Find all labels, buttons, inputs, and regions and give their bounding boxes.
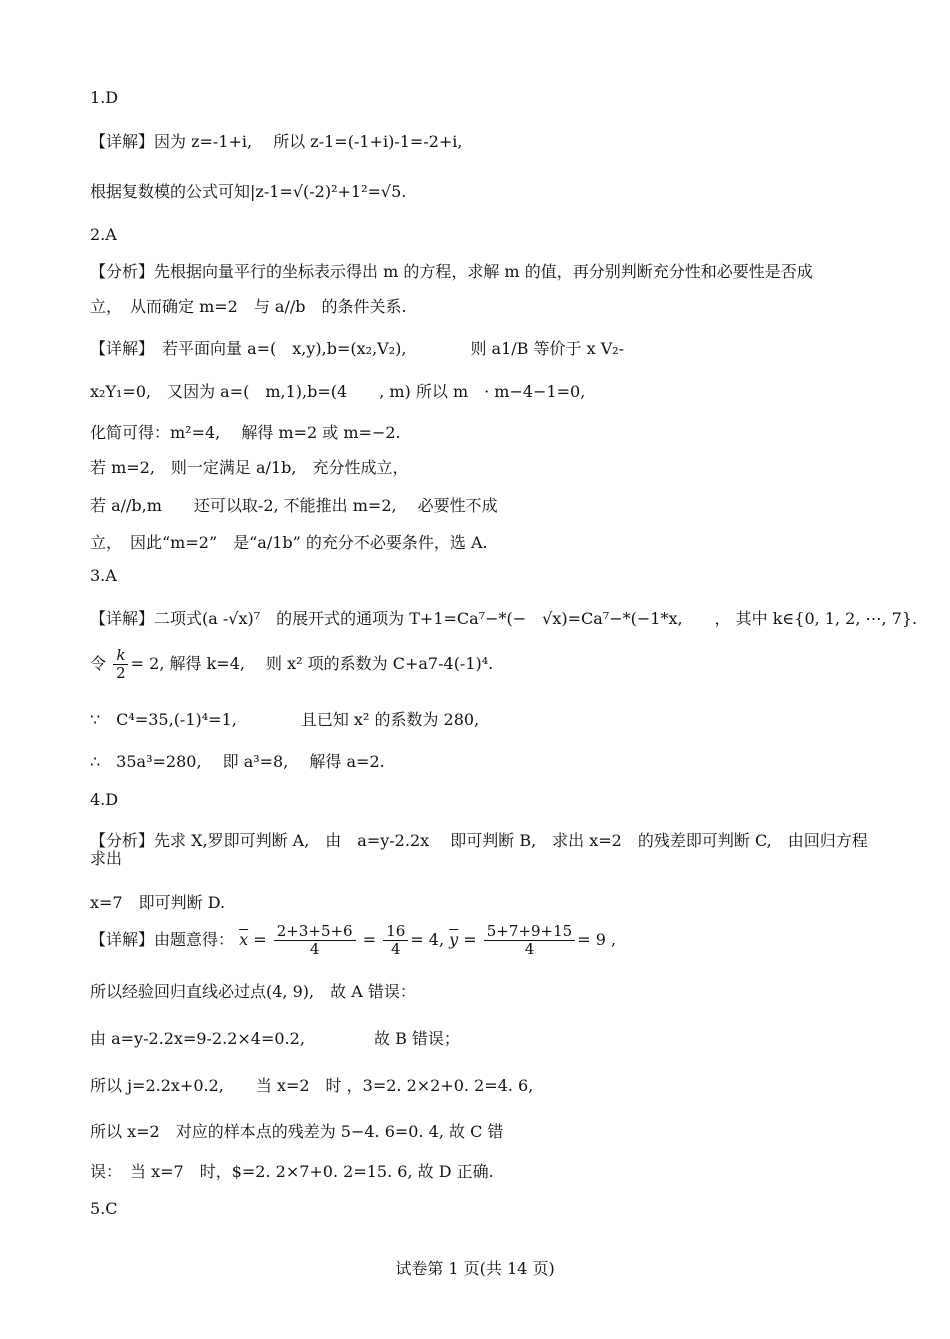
detail-4-line4: 所以 j=2.2x+0.2, 当 x=2 时 ，3=2. 2×2+0. 2=4. 6, — [90, 1076, 534, 1095]
detail-4-line2: 所以经验回归直线必过点(4, 9), 故 A 错误： — [90, 982, 416, 1001]
detail-2-line5: 若 a//b,m 还可以取-2, 不能推出 m=2, 必要性不成 — [90, 496, 498, 515]
analysis-2-line2: 立， 从而确定 m=2 与 a//b 的条件关系. — [90, 297, 407, 316]
page-footer: 试卷第 1 页(共 14 页) — [395, 1259, 555, 1278]
detail-4-line5: 所以 x=2 对应的样本点的残差为 5−4. 6=0. 4, 故 C 错 — [90, 1122, 504, 1141]
detail-3-line2 — [90, 647, 493, 687]
x-mean-fraction: $\frac{2+3+5+6}{4}$ — [274, 923, 356, 958]
detail-2-line4: 若 m=2, 则一定满足 a/1b, 充分性成立， — [90, 458, 409, 477]
detail-1-line2: 根据复数模的公式可知|z-1=√(-2)²+1²=√5. — [90, 182, 407, 201]
detail-2-line2: x₂Y₁=0, 又因为 a=( m,1),b=(4 , m) 所以 m · m−4−1=0, — [90, 382, 586, 401]
detail-3: 【详解】二项式(a -√x)⁷ 的展开式的通项为 T+1=Ca⁷−*(− √x)=Ca⁷−*(−1*x, ， 其中 k∈{0, 1, 2, ⋯, 7}. — [90, 609, 918, 628]
analysis-4: 【分析】先求 X,罗即可判断 A, 由 a=y-2.2x 即可判断 B, 求出 x=2 的残差即可判断 C, 由回归方程求出 — [90, 831, 868, 868]
x-mean-value: = 4, — [410, 930, 445, 949]
analysis-2: 【分析】先根据向量平行的坐标表示得出 m 的方程，求解 m 的值，再分别判断充分性和必要性是否成 — [90, 262, 813, 281]
analysis-4-line2: x=7 即可判断 D. — [90, 893, 226, 912]
detail-1: 【详解】因为 z=-1+i, 所以 z-1=(-1+i)-1=-2+i, — [90, 132, 463, 151]
answer-2: 2.A — [90, 225, 117, 244]
detail-2: 【详解】 若平面向量 a=( x,y),b=(x₂,V₂), 则 a1/B 等价于 x V₂- — [90, 339, 625, 358]
detail-3-line3: ∵ C⁴=35,(-1)⁴=1, 且已知 x² 的系数为 280, — [90, 710, 480, 729]
detail-4-label: 【详解】由题意得： — [90, 930, 235, 949]
y-bar: $\overline{y}$ — [449, 930, 459, 949]
k-over-2-fraction: $\frac{k}{2}$ — [113, 647, 129, 682]
ling-label: 令 — [90, 654, 107, 673]
detail-4-line3: 由 a=y-2.2x=9-2.2×4=0.2, 故 B 错误； — [90, 1029, 460, 1048]
detail-2-line3: 化简可得：m²=4, 解得 m=2 或 m=−2. — [90, 423, 401, 442]
y-mean-fraction: $\frac{5+7+9+15}{4}$ — [484, 923, 575, 958]
detail-2-line6: 立， 因此“m=2” 是“a/1b” 的充分不必要条件，选 A. — [90, 533, 488, 552]
detail-4: 【详解】由题意得： $\overline{x}$ = $\frac{2+3+5+6}{4}$ = $\frac{16}{4}$ = 4, $\overline{y}$ = $\frac{5+7+9+15}{4}$ = 9 , — [90, 922, 617, 958]
answer-1: 1.D — [90, 88, 119, 107]
detail-3-line2-text: , 解得 k=4, 则 x² 项的系数为 C+a7-4(-1)⁴. — [159, 654, 494, 673]
answer-3: 3.A — [90, 566, 117, 585]
y-mean-value: = 9 , — [577, 930, 617, 949]
answer-5: 5.C — [90, 1199, 118, 1218]
x-bar: $\overline{x}$ — [239, 930, 249, 949]
x-mean-simplified: $\frac{16}{4}$ — [383, 923, 408, 958]
answer-4: 4.D — [90, 790, 119, 809]
detail-4-line6: 误： 当 x=7 时，$=2. 2×7+0. 2=15. 6, 故 D 正确. — [90, 1162, 494, 1181]
k-frac-rhs: = 2 — [130, 654, 160, 673]
detail-3-line4: ∴ 35a³=280, 即 a³=8, 解得 a=2. — [90, 752, 385, 771]
